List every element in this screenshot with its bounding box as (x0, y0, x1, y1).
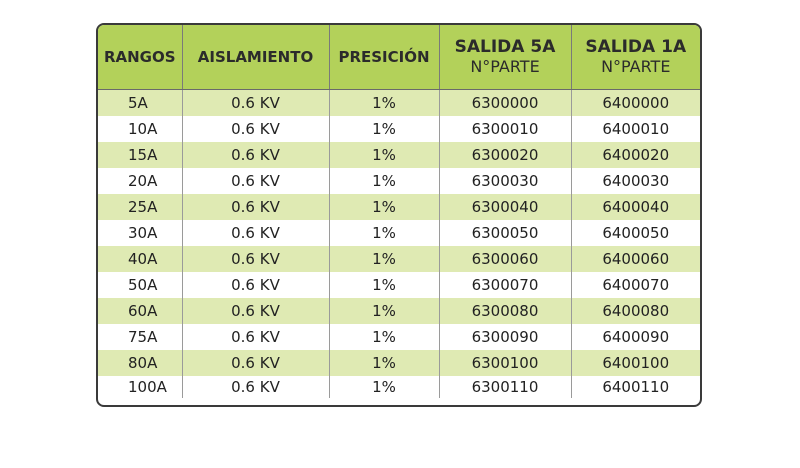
table-header-row (98, 25, 700, 90)
rango-cell: 50A (128, 276, 158, 294)
table-row (98, 90, 700, 117)
presicion-cell: 1% (329, 220, 439, 246)
rango-cell: 15A (98, 142, 182, 168)
aislamiento-cell: 0.6 KV (182, 220, 329, 246)
salida-5a-cell: 6300030 (439, 168, 571, 194)
salida-5a-cell: 6300010 (439, 116, 571, 142)
presicion-cell: 1% (329, 298, 439, 324)
header-salida-1a-title: SALIDA 1A (585, 37, 687, 57)
salida-5a-cell: 6300050 (439, 220, 571, 246)
salida-5a-cell: 6300040 (439, 194, 571, 220)
salida-1a-cell: 6400110 (571, 376, 700, 398)
salida-1a-cell: 6400010 (571, 116, 700, 142)
aislamiento-cell: 0.6 KV (182, 142, 329, 168)
table-row (98, 168, 700, 194)
salida-5a-cell: 6300000 (439, 90, 571, 117)
aislamiento-cell: 0.6 KV (182, 324, 329, 350)
table-row (98, 194, 700, 220)
aislamiento-cell: 0.6 KV (182, 168, 329, 194)
rango-cell: 25A (98, 194, 182, 220)
salida-5a-cell: 6300070 (439, 272, 571, 298)
aislamiento-cell: 0.6 KV (182, 90, 329, 117)
rango-cell: 5A (98, 90, 182, 117)
salida-1a-cell: 6400100 (571, 350, 700, 376)
rango-cell: 40A (98, 246, 182, 272)
presicion-cell: 1% (329, 350, 439, 376)
salida-1a-cell: 6400080 (571, 298, 700, 324)
aislamiento-cell: 0.6 KV (182, 350, 329, 376)
header-salida-5a (439, 25, 571, 90)
header-aislamiento: AISLAMIENTO (182, 25, 329, 90)
presicion-cell: 1% (329, 142, 439, 168)
salida-1a-cell: 6400050 (571, 220, 700, 246)
salida-1a-cell: 6400070 (571, 272, 700, 298)
parts-table (96, 23, 702, 407)
header-rangos: RANGOS (98, 25, 182, 90)
salida-1a-cell: 6400000 (571, 90, 700, 117)
rango-cell: 10A (128, 120, 158, 138)
rango-cell: 20A (128, 172, 158, 190)
presicion-cell: 1% (329, 324, 439, 350)
aislamiento-cell: 0.6 KV (182, 116, 329, 142)
presicion-cell: 1% (329, 168, 439, 194)
presicion-cell: 1% (329, 116, 439, 142)
salida-1a-cell: 6400040 (571, 194, 700, 220)
salida-1a-cell: 6400030 (571, 168, 700, 194)
rango-cell: 60A (98, 298, 182, 324)
header-presicion: PRESICIÓN (329, 25, 439, 90)
salida-1a-cell: 6400060 (571, 246, 700, 272)
presicion-cell: 1% (329, 194, 439, 220)
table-row (98, 350, 700, 376)
presicion-cell: 1% (329, 90, 439, 117)
rango-cell: 75A (128, 328, 158, 346)
table-row (98, 376, 700, 398)
header-salida-1a-sub: N°PARTE (601, 57, 671, 76)
salida-5a-cell: 6300020 (439, 142, 571, 168)
header-salida-1a (571, 25, 700, 90)
salida-5a-cell: 6300100 (439, 350, 571, 376)
salida-5a-cell: 6300110 (439, 376, 571, 398)
salida-1a-cell: 6400020 (571, 142, 700, 168)
aislamiento-cell: 0.6 KV (182, 194, 329, 220)
table-body (98, 90, 700, 399)
presicion-cell: 1% (329, 376, 439, 398)
table-row (98, 298, 700, 324)
table-row (98, 220, 700, 246)
aislamiento-cell: 0.6 KV (182, 376, 329, 398)
salida-5a-cell: 6300090 (439, 324, 571, 350)
aislamiento-cell: 0.6 KV (182, 246, 329, 272)
presicion-cell: 1% (329, 246, 439, 272)
table-row (98, 324, 700, 350)
aislamiento-cell: 0.6 KV (182, 298, 329, 324)
table-row (98, 272, 700, 298)
table-row (98, 116, 700, 142)
rango-cell: 100A (128, 378, 167, 396)
aislamiento-cell: 0.6 KV (182, 272, 329, 298)
rango-cell: 80A (98, 350, 182, 376)
salida-5a-cell: 6300080 (439, 298, 571, 324)
table-row (98, 142, 700, 168)
presicion-cell: 1% (329, 272, 439, 298)
parts-table-grid (98, 25, 700, 398)
header-salida-5a-title: SALIDA 5A (454, 37, 556, 57)
table-row (98, 246, 700, 272)
header-salida-5a-sub: N°PARTE (470, 57, 540, 76)
rango-cell: 30A (128, 224, 158, 242)
salida-1a-cell: 6400090 (571, 324, 700, 350)
salida-5a-cell: 6300060 (439, 246, 571, 272)
